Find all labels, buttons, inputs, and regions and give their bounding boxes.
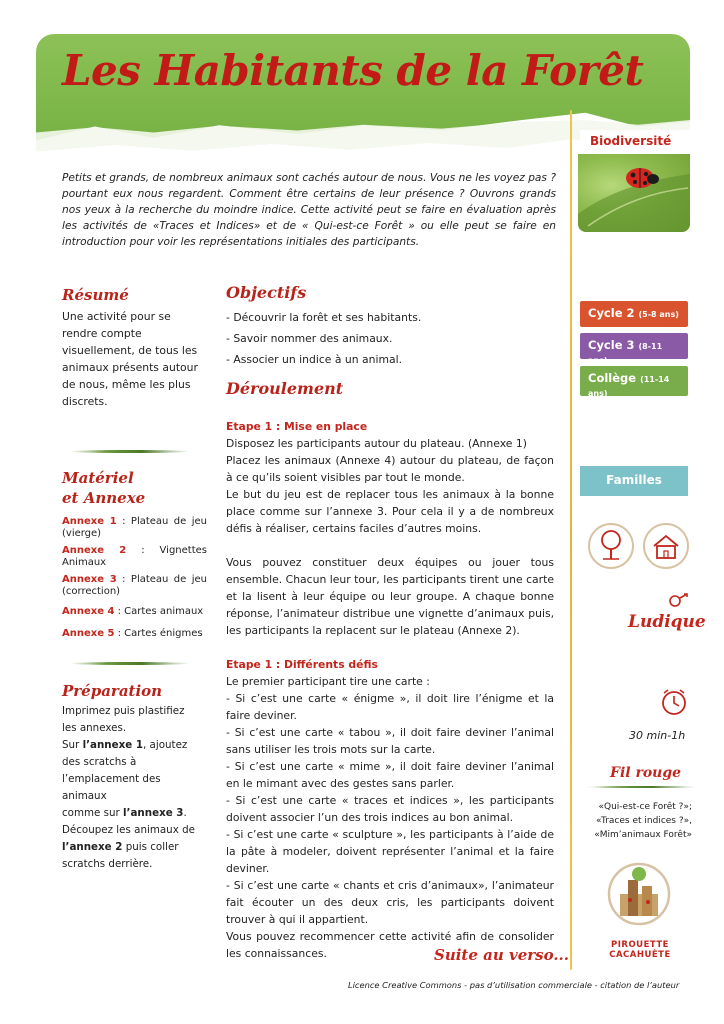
resume-heading: Résumé	[62, 286, 129, 304]
preparation-heading: Préparation	[62, 682, 163, 700]
house-icon	[643, 523, 689, 569]
annex-text: : Cartes énigmes	[114, 628, 203, 639]
annex-text: : Plateau de jeu (correction)	[62, 574, 208, 597]
deroulement-body	[226, 418, 554, 962]
step-title: Etape 1 : Mise en place	[226, 420, 368, 433]
objectif-item: - Savoir nommer des animaux.	[226, 332, 393, 345]
page-title: Les Habitants de la Forêt	[62, 46, 644, 95]
materiel-heading-line1: Matériel	[62, 469, 134, 487]
annex-item	[62, 574, 207, 598]
annex-label: Annexe 5	[62, 628, 115, 639]
step-line: Le premier participant tire une carte :	[226, 675, 430, 688]
step-line: - Si c’est une carte « traces et indices », les participants doivent associer l’un des trois indices au bon animal.	[226, 794, 554, 824]
column-divider	[570, 110, 572, 970]
step-line: - Si c’est une carte « mime », il doit faire deviner l’animal en le mimant avec des gestes sans parler.	[226, 760, 554, 790]
audience-badge: Familles	[580, 466, 688, 496]
deroulement-heading: Déroulement	[226, 379, 344, 398]
objectif-item: - Associer un indice à un animal.	[226, 353, 403, 366]
step-line: - Si c’est une carte « chants et cris d’animaux», l’animateur fait écouter un des deux cris, les participants doivent trouver à qui il appartient.	[226, 879, 554, 926]
preparation-line: puis coller scratchs derrière.	[62, 841, 179, 870]
logo-wordmark	[600, 940, 680, 960]
step-paragraph: Disposez les participants autour du plateau. (Annexe 1)	[226, 437, 527, 450]
logo-line: CACAHUÈTE	[609, 950, 671, 960]
cycle-badge	[580, 301, 688, 327]
intro-paragraph: Petits et grands, de nombreux animaux sont cachés autour de nous. Vous ne les voyez pas ? pourtant eux nous regardent. Comment être certains de leur présence ? Ouvrons grands nos yeux à la recherche du moindre indice. Cette activité peut se faire en évaluation après les activités de «Traces et Indices» et de « Qui-est-ce Forêt » ou elle peut se faire en introduction pour voir les représentations initiales des participants.	[62, 172, 556, 248]
logo-line: PIROUETTE	[611, 940, 669, 950]
leaf-divider	[70, 662, 190, 665]
materiel-heading	[62, 468, 145, 508]
annex-label: Annexe 2	[62, 545, 127, 556]
preparation-text	[62, 703, 202, 873]
step-paragraph: Placez les animaux (Annexe 4) autour du plateau, de façon à ce qu’ils soient visibles par tout le monde.	[226, 454, 554, 484]
annex-item	[62, 516, 207, 540]
licence-text: Licence Creative Commons - pas d’utilisation commerciale - citation de l’auteur	[348, 980, 680, 990]
step-paragraph: Le but du jeu est de replacer tous les animaux à la bonne place comme sur l’annexe 3. Pour cela il y a de nombreux défis à réaliser, certains faciles d’autres moins.	[226, 488, 554, 535]
preparation-bold: l’annexe 2	[62, 841, 123, 853]
annex-label: Annexe 4	[62, 606, 115, 617]
step-line: - Si c’est une carte « énigme », il doit lire l’énigme et la faire deviner.	[226, 692, 554, 722]
annex-label: Annexe 3	[62, 574, 117, 585]
objectifs-list	[226, 307, 546, 370]
annex-label: Annexe 1	[62, 516, 117, 527]
step-paragraph: Vous pouvez constituer deux équipes ou jouer tous ensemble. Chacun leur tour, les participants tirent une carte et la lisent à leur équipe ou leur groupe. A chaque bonne réponse, l’animateur distribue une vignette d’animaux puis, les participants la replacent sur le plateau (Annexe 2).	[226, 556, 554, 637]
step-line: Vous pouvez recommencer cette activité afin de consolider les connaissances.	[226, 930, 554, 960]
preparation-bold: l’annexe 1	[82, 739, 143, 751]
annex-item	[62, 606, 207, 618]
preparation-line: comme sur	[62, 807, 124, 819]
preparation-line: Découpez les animaux de	[62, 824, 195, 836]
objectifs-heading: Objectifs	[226, 283, 307, 302]
preparation-line: Sur	[62, 739, 83, 751]
annex-text: : Cartes animaux	[114, 606, 204, 617]
cycle-label: Cycle 3	[588, 338, 635, 352]
step-title: Etape 1 : Différents défis	[226, 658, 378, 671]
annex-text: : Vignettes Animaux	[62, 545, 207, 568]
duration-text: 30 min-1h	[629, 729, 686, 742]
step-line: - Si c’est une carte « tabou », il doit faire deviner l’animal sans utiliser les trois mots sur la carte.	[226, 726, 554, 756]
ladybug-photo	[578, 154, 690, 232]
cycle-label: Collège	[588, 371, 637, 385]
fil-rouge-text: «Qui-est-ce Forêt ?»; «Traces et indices ?», «Mim’animaux Forêt»	[594, 802, 692, 840]
cycle-label: Cycle 2	[588, 306, 635, 320]
game-icon	[668, 592, 690, 608]
materiel-heading-line2: et Annexe	[62, 489, 146, 507]
activity-type: Ludique	[628, 612, 706, 632]
fil-rouge-underline	[586, 786, 698, 788]
cycle-ages: (11-14 ans)	[588, 375, 670, 398]
fil-rouge-heading: Fil rouge	[610, 765, 682, 781]
tree-icon	[588, 523, 634, 569]
preparation-bold: l’annexe 3	[123, 807, 184, 819]
annex-item	[62, 545, 207, 569]
objectif-item: - Découvrir la forêt et ses habitants.	[226, 311, 422, 324]
annex-item	[62, 628, 207, 640]
preparation-line: .	[183, 807, 187, 819]
cycle-badge	[580, 366, 688, 396]
step-line: - Si c’est une carte « sculpture », les participants à l’aide de la pâte à modeler, doivent représenter l’animal et la faire deviner.	[226, 828, 554, 875]
resume-text: Une activité pour se rendre compte visuellement, de tous les animaux présents autour de nous, même les plus discrets.	[62, 310, 198, 408]
leaf-divider	[70, 450, 190, 453]
cycle-ages: (8-11 ans)	[588, 342, 663, 365]
cycle-ages: (5-8 ans)	[638, 310, 679, 319]
clock-icon	[659, 687, 689, 717]
ladybug-icon	[578, 154, 690, 232]
annex-text: : Plateau de jeu (vierge)	[62, 516, 208, 539]
preparation-line: , ajoutez des scratchs à l’emplacement des animaux	[62, 739, 188, 802]
suite-au-verso: Suite au verso...	[434, 946, 569, 964]
theme-label: Biodiversité	[580, 130, 692, 154]
cycle-badge	[580, 333, 688, 365]
preparation-line: Imprimez puis plastifiez les annexes.	[62, 705, 185, 734]
